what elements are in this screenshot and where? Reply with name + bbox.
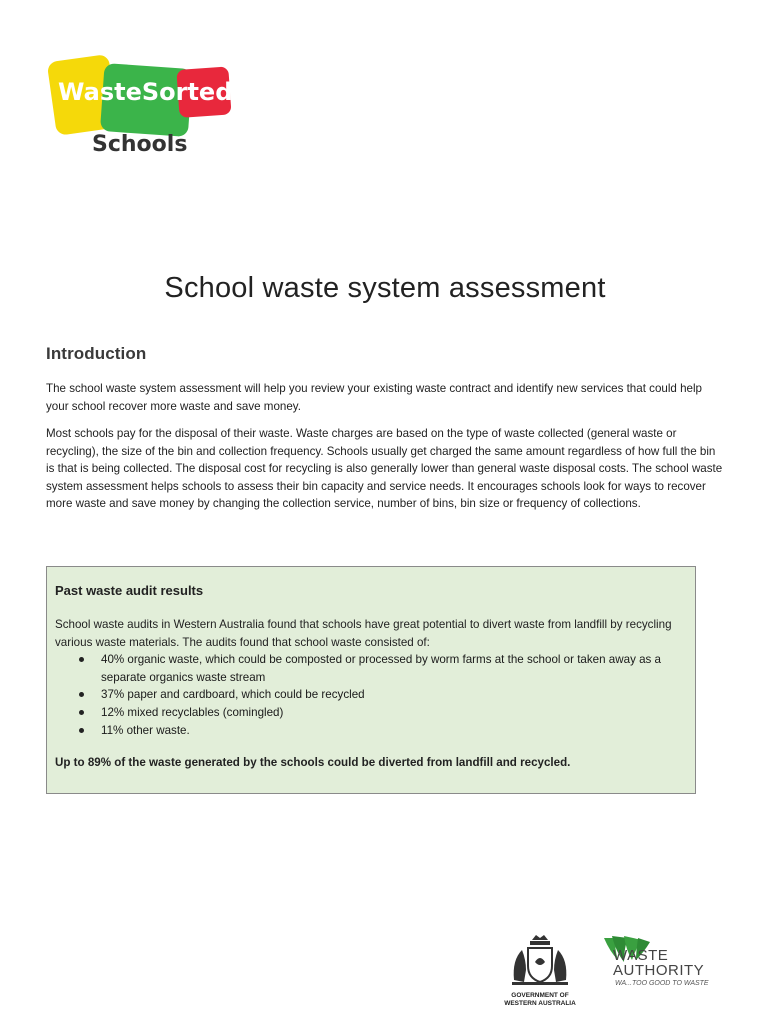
intro-paragraph-1: The school waste system assessment will help you review your existing waste contract and identify new services that could help your school recover more waste and save money. bbox=[46, 382, 702, 413]
list-item: 11% other waste. bbox=[101, 722, 685, 740]
logo-sub-text: Schools bbox=[92, 132, 188, 157]
list-item: 12% mixed recyclables (comingled) bbox=[101, 704, 685, 722]
waste-authority-tagline: WA...TOO GOOD TO WASTE bbox=[615, 980, 709, 987]
audit-list bbox=[55, 651, 685, 739]
logo-brand-text: WasteSorted bbox=[58, 78, 233, 106]
page-title: School waste system assessment bbox=[164, 272, 606, 304]
intro-paragraph-2: Most schools pay for the disposal of their waste. Waste charges are based on the type of waste collected (general waste or recycling), the size of the bin and collection frequency. Schools usually get charged the same amount regardless of how full the bin is that is being collected. The disposal cost for recycling is also generally lower than general waste disposal costs. The school waste system assessment helps schools to assess their bin capacity and service needs. It encourages schools look for ways to recover more waste and save money by changing the collection service, number of bins, bin size or frequency of collections. bbox=[46, 427, 723, 511]
audit-text: School waste audits in Western Australia found that schools have great potential to divert waste from landfill by recycling various waste materials. The audits found that school waste consisted of: bbox=[55, 618, 672, 649]
waste-authority-line-1: WASTE bbox=[613, 947, 669, 964]
audit-title: Past waste audit results bbox=[55, 583, 204, 598]
audit-conclusion: Up to 89% of the waste generated by the schools could be diverted from landfill and recycled. bbox=[55, 756, 571, 770]
list-item: 37% paper and cardboard, which could be recycled bbox=[101, 686, 685, 704]
gov-line-1: GOVERNMENT OF bbox=[511, 992, 569, 999]
wastesorted-schools-logo bbox=[46, 48, 246, 163]
waste-authority-line-2: AUTHORITY bbox=[613, 962, 705, 979]
wa-government-crest-icon bbox=[500, 932, 580, 1024]
audit-results-box bbox=[46, 566, 696, 794]
list-item: 40% organic waste, which could be composted or processed by worm farms at the school or taken away as a separate organics waste stream bbox=[101, 651, 685, 686]
government-label bbox=[498, 992, 582, 1008]
gov-line-2: WESTERN AUSTRALIA bbox=[504, 1000, 576, 1007]
introduction-heading: Introduction bbox=[46, 344, 147, 363]
